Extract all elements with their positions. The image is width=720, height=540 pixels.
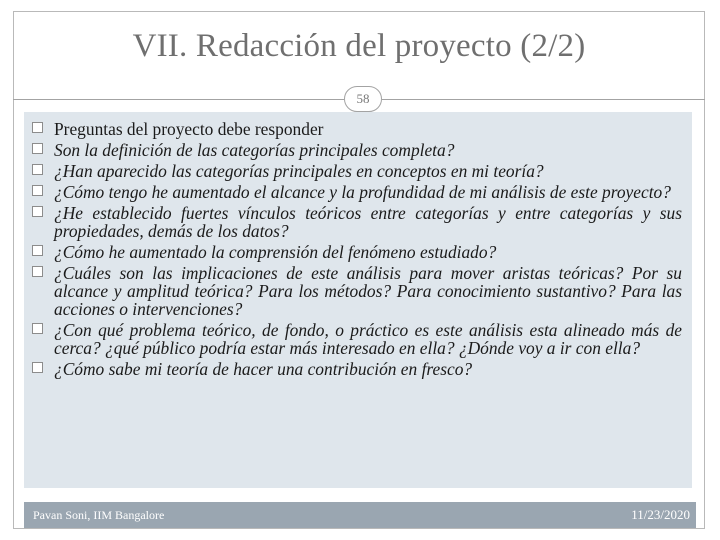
bullet-item xyxy=(32,243,682,261)
checkbox-bullet-icon xyxy=(32,266,43,277)
bullet-text: ¿Han aparecido las categorías principales en conceptos en mi teoría? xyxy=(54,161,544,181)
bullet-text: Son la definición de las categorías principales completa? xyxy=(54,140,455,160)
bullet-item xyxy=(32,162,682,180)
checkbox-bullet-icon xyxy=(32,122,43,133)
bullet-text: ¿Con qué problema teórico, de fondo, o práctico es este análisis esta alineado más de cerca? ¿qué público podría estar más interesado en ella? ¿Dónde voy a ir con ella? xyxy=(54,320,682,358)
checkbox-bullet-icon xyxy=(32,362,43,373)
checkbox-bullet-icon xyxy=(32,185,43,196)
bullet-text: ¿Cómo he aumentado la comprensión del fenómeno estudiado? xyxy=(54,242,497,262)
bullet-item xyxy=(32,141,682,159)
content-panel xyxy=(24,112,692,488)
checkbox-bullet-icon xyxy=(32,206,43,217)
bullet-item xyxy=(32,264,682,318)
bullet-item xyxy=(32,321,682,357)
bullet-text: ¿Cuáles son las implicaciones de este análisis para mover aristas teóricas? Por su alcance y amplitud teórica? Para los métodos? Para conocimiento sustantivo? Para las acciones o intervenciones? xyxy=(54,263,682,319)
checkbox-bullet-icon xyxy=(32,323,43,334)
bullet-item xyxy=(32,204,682,240)
title-divider-right xyxy=(382,99,705,100)
bullet-item xyxy=(32,360,682,378)
bullet-text: ¿He establecido fuertes vínculos teóricos entre categorías y entre categorías y sus propiedades, demás de los datos? xyxy=(54,203,682,241)
bullet-item xyxy=(32,183,682,201)
bullet-text: ¿Cómo sabe mi teoría de hacer una contribución en fresco? xyxy=(54,359,473,379)
footer-date: 11/23/2020 xyxy=(631,507,690,522)
bullet-list xyxy=(24,112,692,378)
slide-title: VII. Redacción del proyecto (2/2) xyxy=(132,28,586,64)
checkbox-bullet-icon xyxy=(32,164,43,175)
bullet-text: Preguntas del proyecto debe responder xyxy=(54,119,324,139)
bullet-item xyxy=(32,120,682,138)
title-divider-left xyxy=(13,99,344,100)
slide-number-badge: 58 xyxy=(344,86,382,112)
footer-author: Pavan Soni, IIM Bangalore xyxy=(33,508,165,522)
checkbox-bullet-icon xyxy=(32,245,43,256)
bullet-text: ¿Cómo tengo he aumentado el alcance y la profundidad de mi análisis de este proyecto? xyxy=(54,182,671,202)
checkbox-bullet-icon xyxy=(32,143,43,154)
